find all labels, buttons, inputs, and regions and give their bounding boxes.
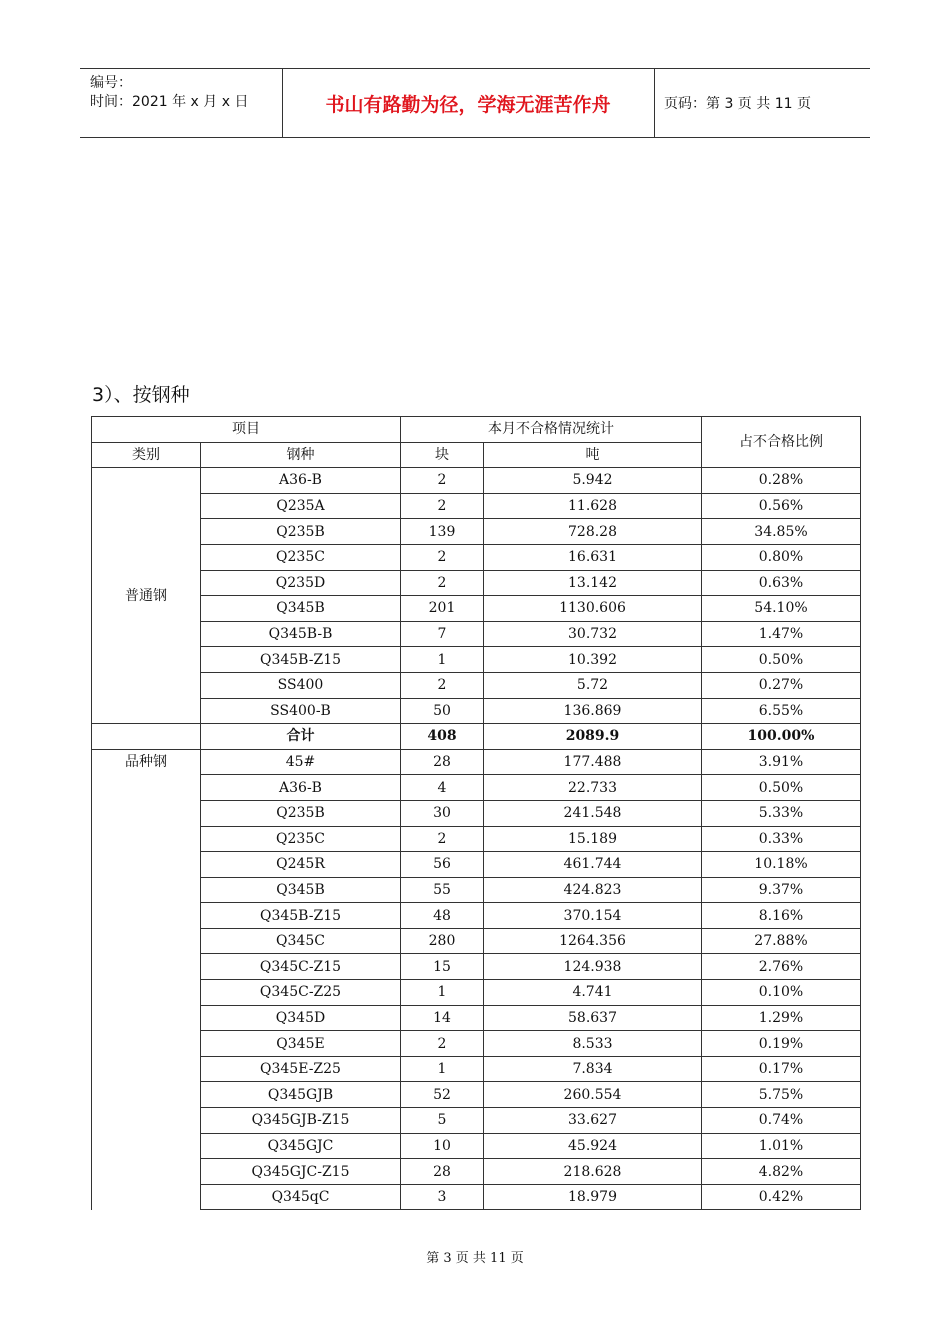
- cell-ratio: 1.29%: [702, 1005, 861, 1031]
- cell-ratio: 8.16%: [702, 903, 861, 929]
- cell-steel: SS400: [201, 672, 401, 698]
- cell-tons: 5.72: [484, 672, 702, 698]
- cell-ratio: 100.00%: [702, 724, 861, 750]
- table-row: [92, 1005, 861, 1031]
- cell-blocks: 408: [401, 724, 484, 750]
- cell-steel: 45#: [201, 749, 401, 775]
- table-row: [92, 1159, 861, 1185]
- cell-tons: 33.627: [484, 1108, 702, 1134]
- page-footer: 第 3 页 共 11 页: [426, 1251, 524, 1266]
- cell-blocks: 139: [401, 519, 484, 545]
- cell-steel: Q345D: [201, 1005, 401, 1031]
- header-blocks: 块: [401, 442, 484, 468]
- cell-steel: Q345B: [201, 877, 401, 903]
- table-row: [92, 1082, 861, 1108]
- cell-ratio: 54.10%: [702, 596, 861, 622]
- cell-tons: 16.631: [484, 544, 702, 570]
- document-number: 编号：: [90, 75, 132, 91]
- cell-blocks: 56: [401, 852, 484, 878]
- table-row: [92, 775, 861, 801]
- cell-tons: 728.28: [484, 519, 702, 545]
- cell-blocks: 10: [401, 1133, 484, 1159]
- table-row: [92, 698, 861, 724]
- cell-ratio: 4.82%: [702, 1159, 861, 1185]
- cell-steel: Q345E: [201, 1031, 401, 1057]
- cell-blocks: 55: [401, 877, 484, 903]
- cell-steel: Q345GJC: [201, 1133, 401, 1159]
- cell-ratio: 0.10%: [702, 980, 861, 1006]
- cell-tons: 8.533: [484, 1031, 702, 1057]
- header-ratio: 占不合格比例: [702, 417, 861, 468]
- cell-tons: 124.938: [484, 954, 702, 980]
- cell-tons: 177.488: [484, 749, 702, 775]
- cell-ratio: 0.50%: [702, 647, 861, 673]
- cell-blocks: 14: [401, 1005, 484, 1031]
- category-ordinary-steel: 普通钢: [92, 468, 201, 724]
- table-row: [92, 647, 861, 673]
- cell-tons: 1130.606: [484, 596, 702, 622]
- cell-ratio: 0.27%: [702, 672, 861, 698]
- cell-blocks: 1: [401, 1056, 484, 1082]
- cell-tons: 260.554: [484, 1082, 702, 1108]
- table-row: [92, 570, 861, 596]
- cell-ratio: 9.37%: [702, 877, 861, 903]
- cell-blocks: 2: [401, 826, 484, 852]
- cell-blocks: 28: [401, 1159, 484, 1185]
- document-time: 时间：2021 年 x 月 x 日: [90, 94, 249, 110]
- cell-ratio: 0.19%: [702, 1031, 861, 1057]
- cell-ratio: 0.80%: [702, 544, 861, 570]
- cell-tons: 45.924: [484, 1133, 702, 1159]
- table-row: [92, 621, 861, 647]
- header-category: 类别: [92, 442, 201, 468]
- cell-tons: 10.392: [484, 647, 702, 673]
- cell-steel: Q345GJC-Z15: [201, 1159, 401, 1185]
- cell-steel: Q345E-Z25: [201, 1056, 401, 1082]
- cell-tons: 241.548: [484, 800, 702, 826]
- table-row: [92, 1133, 861, 1159]
- cell-steel: Q235B: [201, 800, 401, 826]
- cell-ratio: 1.01%: [702, 1133, 861, 1159]
- cell-blocks: 15: [401, 954, 484, 980]
- cell-tons: 4.741: [484, 980, 702, 1006]
- cell-tons: 13.142: [484, 570, 702, 596]
- cell-blocks: 2: [401, 570, 484, 596]
- cell-ratio: 34.85%: [702, 519, 861, 545]
- cell-steel: Q235C: [201, 826, 401, 852]
- cell-ratio: 2.76%: [702, 954, 861, 980]
- table-row: [92, 468, 861, 494]
- cell-blocks: 30: [401, 800, 484, 826]
- cell-ratio: 10.18%: [702, 852, 861, 878]
- header-steel: 钢种: [201, 442, 401, 468]
- cell-blocks: 48: [401, 903, 484, 929]
- table-row: [92, 749, 861, 775]
- table-row: [92, 1108, 861, 1134]
- cell-ratio: 0.56%: [702, 493, 861, 519]
- cell-steel: Q235C: [201, 544, 401, 570]
- cell-blocks: 2: [401, 468, 484, 494]
- table-row: [92, 877, 861, 903]
- table-row: [92, 800, 861, 826]
- cell-blocks: 2: [401, 672, 484, 698]
- cell-ratio: 0.33%: [702, 826, 861, 852]
- cell-ratio: 0.28%: [702, 468, 861, 494]
- cell-blocks: 2: [401, 544, 484, 570]
- cell-steel: Q345C-Z25: [201, 980, 401, 1006]
- header-tons: 吨: [484, 442, 702, 468]
- cell-tons: 7.834: [484, 1056, 702, 1082]
- cell-tons: 5.942: [484, 468, 702, 494]
- cell-blocks: 1: [401, 647, 484, 673]
- header-page-info: 页码：第 3 页 共 11 页: [664, 96, 811, 112]
- header-stats: 本月不合格情况统计: [401, 417, 702, 443]
- cell-tons: 370.154: [484, 903, 702, 929]
- cell-tons: 136.869: [484, 698, 702, 724]
- table-row: [92, 1056, 861, 1082]
- cell-steel: Q345B-Z15: [201, 903, 401, 929]
- cell-tons: 30.732: [484, 621, 702, 647]
- cell-ratio: 0.63%: [702, 570, 861, 596]
- cell-steel: 合计: [201, 724, 401, 750]
- table-row: [92, 1184, 861, 1210]
- table-row: [92, 826, 861, 852]
- cell-steel: Q345GJB: [201, 1082, 401, 1108]
- cell-blocks: 1: [401, 980, 484, 1006]
- cell-steel: SS400-B: [201, 698, 401, 724]
- table-body: [92, 468, 861, 1210]
- cell-blocks: 2: [401, 1031, 484, 1057]
- cell-ratio: 5.75%: [702, 1082, 861, 1108]
- cell-tons: 218.628: [484, 1159, 702, 1185]
- cell-ratio: 5.33%: [702, 800, 861, 826]
- cell-steel: Q235B: [201, 519, 401, 545]
- header-item: 项目: [92, 417, 401, 443]
- cell-steel: Q345qC: [201, 1184, 401, 1210]
- table-row: [92, 519, 861, 545]
- cell-steel: Q345C-Z15: [201, 954, 401, 980]
- table-row: [92, 493, 861, 519]
- cell-tons: 22.733: [484, 775, 702, 801]
- cell-ratio: 6.55%: [702, 698, 861, 724]
- cell-ratio: 27.88%: [702, 928, 861, 954]
- cell-blocks: 50: [401, 698, 484, 724]
- cell-ratio: 3.91%: [702, 749, 861, 775]
- cell-ratio: 0.42%: [702, 1184, 861, 1210]
- cell-blocks: 201: [401, 596, 484, 622]
- cell-ratio: 1.47%: [702, 621, 861, 647]
- cell-blocks: 28: [401, 749, 484, 775]
- cell-tons: 2089.9: [484, 724, 702, 750]
- table-row: [92, 1031, 861, 1057]
- page-header: [80, 68, 870, 138]
- cell-steel: A36-B: [201, 775, 401, 801]
- cell-empty: [92, 724, 201, 750]
- table-row-total: [92, 724, 861, 750]
- header-motto: 书山有路勤为径，学海无涯苦作舟: [282, 69, 655, 137]
- cell-tons: 424.823: [484, 877, 702, 903]
- table-row: [92, 903, 861, 929]
- cell-steel: A36-B: [201, 468, 401, 494]
- cell-blocks: 4: [401, 775, 484, 801]
- cell-tons: 15.189: [484, 826, 702, 852]
- cell-steel: Q235A: [201, 493, 401, 519]
- section-title: 3）、按钢种: [92, 384, 190, 406]
- cell-tons: 11.628: [484, 493, 702, 519]
- table-row: [92, 928, 861, 954]
- cell-ratio: 0.17%: [702, 1056, 861, 1082]
- cell-blocks: 3: [401, 1184, 484, 1210]
- table-row: [92, 980, 861, 1006]
- cell-blocks: 52: [401, 1082, 484, 1108]
- cell-steel: Q345B-Z15: [201, 647, 401, 673]
- header-meta: [80, 69, 283, 137]
- table-row: [92, 596, 861, 622]
- table-row: [92, 852, 861, 878]
- steel-grade-table: [91, 416, 861, 1210]
- cell-steel: Q345B: [201, 596, 401, 622]
- cell-ratio: 0.50%: [702, 775, 861, 801]
- cell-tons: 58.637: [484, 1005, 702, 1031]
- table-row: [92, 544, 861, 570]
- cell-steel: Q345C: [201, 928, 401, 954]
- cell-ratio: 0.74%: [702, 1108, 861, 1134]
- cell-tons: 1264.356: [484, 928, 702, 954]
- cell-blocks: 280: [401, 928, 484, 954]
- cell-steel: Q235D: [201, 570, 401, 596]
- table-row: [92, 672, 861, 698]
- cell-steel: Q245R: [201, 852, 401, 878]
- cell-blocks: 7: [401, 621, 484, 647]
- category-specialty-steel: 品种钢: [92, 749, 201, 1210]
- cell-blocks: 5: [401, 1108, 484, 1134]
- cell-steel: Q345B-B: [201, 621, 401, 647]
- cell-tons: 461.744: [484, 852, 702, 878]
- table-row: [92, 954, 861, 980]
- cell-blocks: 2: [401, 493, 484, 519]
- cell-tons: 18.979: [484, 1184, 702, 1210]
- cell-steel: Q345GJB-Z15: [201, 1108, 401, 1134]
